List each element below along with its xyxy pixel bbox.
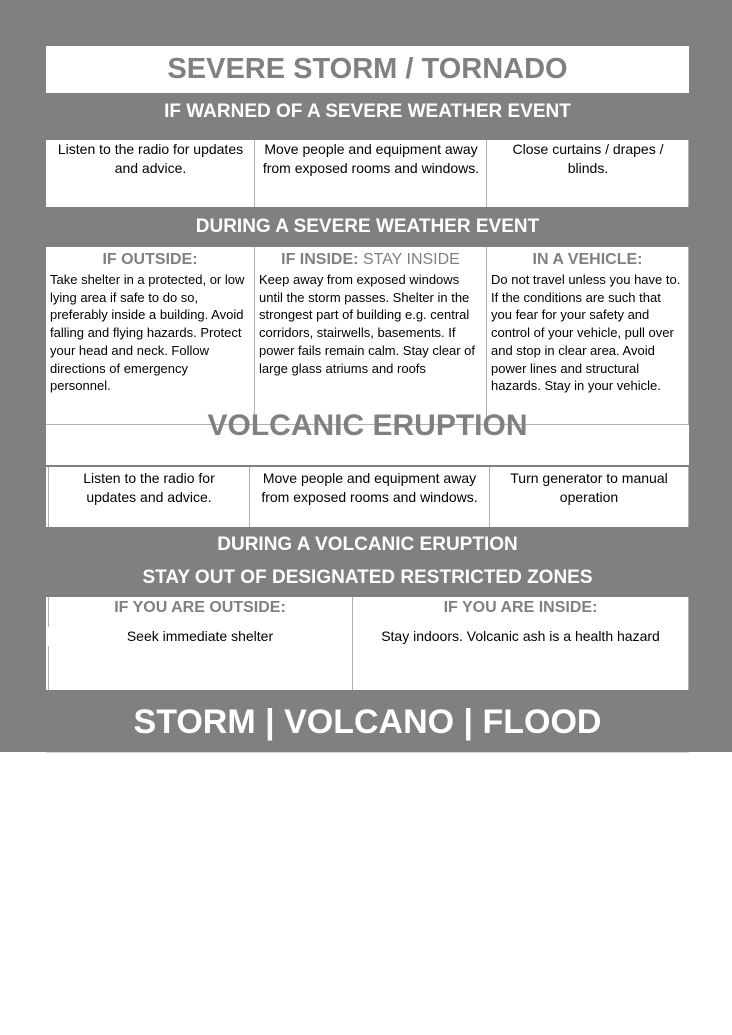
volcano-restricted-header: STAY OUT OF DESIGNATED RESTRICTED ZONES [142,567,593,588]
storm-outside-text: Take shelter in a protected, or low lying area if safe to do so, preferably inside a building. Avoid falling and flying hazards. Protect your head and neck. Follow directions of emergency personnel. [50,272,245,394]
storm-warned-header: IF WARNED OF A SEVERE WEATHER EVENT [164,101,571,122]
storm-inside-heading: IF INSIDE: [281,251,359,268]
volcano-cell-move: Move people and equipment away from exposed rooms and windows. [250,469,489,507]
storm-inside-heading-extra: STAY INSIDE [362,251,460,268]
storm-warned-cell-curtains: Close curtains / drapes / blinds. [487,140,689,207]
divider [688,247,689,424]
divider [688,467,689,527]
volcano-inside-text: Stay indoors. Volcanic ash is a health hazard [353,627,688,646]
divider [688,597,689,690]
divider [688,140,689,207]
storm-warned-cell-move: Move people and equipment away from exposed rooms and windows. [255,140,487,207]
storm-vehicle-heading: IN A VEHICLE: [532,251,643,268]
storm-inside-heading-row [255,250,486,270]
volcano-outside-heading: IF YOU ARE OUTSIDE: [114,599,286,616]
volcano-during-header: DURING A VOLCANIC ERUPTION [217,534,518,555]
volcano-outside-text: Seek immediate shelter [48,627,352,646]
volcano-inside-heading: IF YOU ARE INSIDE: [443,599,598,616]
divider [254,140,255,207]
storm-inside-text: Keep away from exposed windows until the storm passes. Shelter in the strongest part of building e.g. central corridors, stairwells, basements. If power fails remain calm. Stay clear of large glass atriums and roofs [259,272,476,376]
storm-vehicle-text: Do not travel unless you have to. If the conditions are such that you fear for your safety and control of your vehicle, pull over and stop in clear area. Avoid power lines and structural hazards. Stay in your vehicle. [491,272,681,394]
volcano-title: VOLCANIC ERUPTION [207,409,528,442]
footer-rule [46,752,689,753]
volcano-cell-generator: Turn generator to manual operation [490,469,688,507]
footer-title: STORM | VOLCANO | FLOOD [133,703,602,741]
storm-title: SEVERE STORM / TORNADO [46,46,689,93]
storm-during-header: DURING A SEVERE WEATHER EVENT [195,216,540,237]
volcano-cell-radio: Listen to the radio for updates and advice. [49,469,249,507]
storm-outside-heading: IF OUTSIDE: [102,251,198,268]
storm-warned-cell-radio: Listen to the radio for updates and advice. [46,140,255,207]
divider [486,140,487,207]
